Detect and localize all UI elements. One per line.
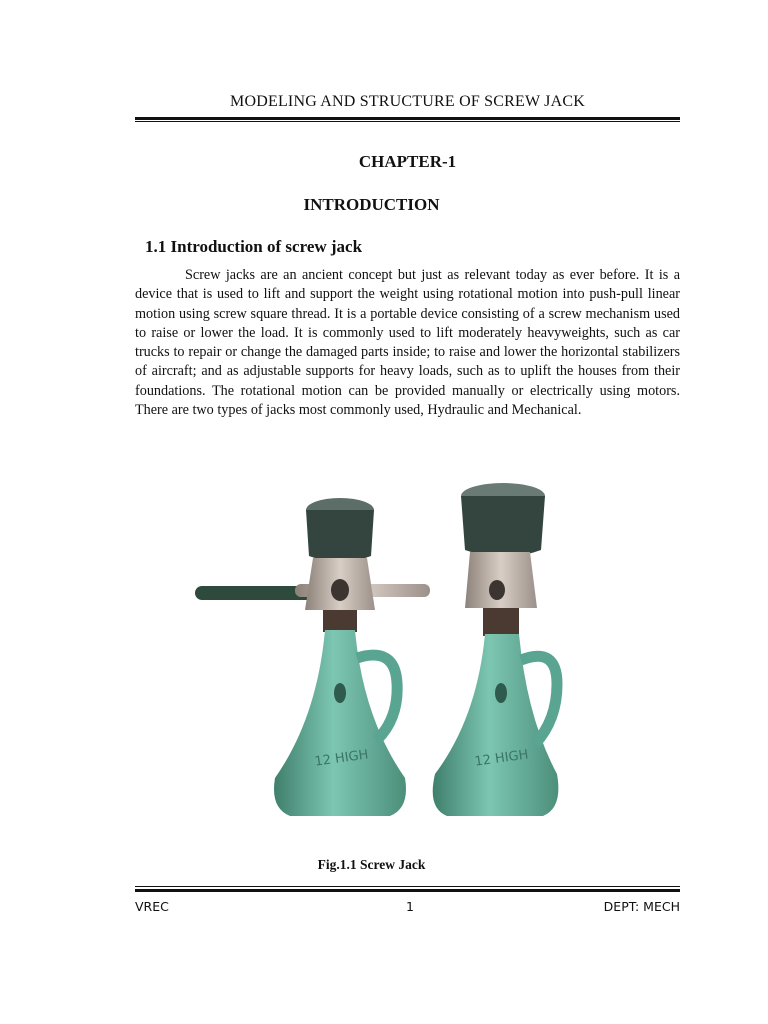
footer-rule-thin [135,886,680,887]
section-heading: 1.1 Introduction of screw jack [145,237,363,256]
figure-caption: Fig.1.1 Screw Jack [317,857,426,872]
chapter-number: CHAPTER-1 [358,152,457,171]
header-rule [135,117,680,120]
footer-rule [135,889,680,892]
svg-text:12 HIGH: 12 HIGH [313,747,370,770]
header-rule-thin [135,121,680,122]
right-jack [433,483,559,816]
screw-jack-figure [185,478,570,838]
footer-right: DEPT: MECH [603,899,680,914]
footer-left: VREC [135,899,169,914]
chapter-title: INTRODUCTION [303,195,440,214]
left-jack [195,498,430,816]
svg-text:12 HIGH: 12 HIGH [473,747,530,770]
body-paragraph: Screw jacks are an ancient concept but just as relevant today as ever before. It is a device that is used to lift and support the weight using rotational motion into push-pull linear motion using screw square thread. It is a portable device consisting of a screw mechanism used to raise or lower the load. It is commonly used to lift moderately heavyweights, such as car trucks to repair or change the damaged parts inside; to raise and lower the horizontal stabilizers of aircraft; and as adjustable supports for heavy loads, such as to uplift the houses from their foundations. The rotational motion can be provided manually or electrically using motors. There are two types of jacks most commonly used, Hydraulic and Mechanical. [135,267,680,419]
page-number: 1 [406,899,414,914]
running-header: MODELING AND STRUCTURE OF SCREW JACK [230,93,585,110]
